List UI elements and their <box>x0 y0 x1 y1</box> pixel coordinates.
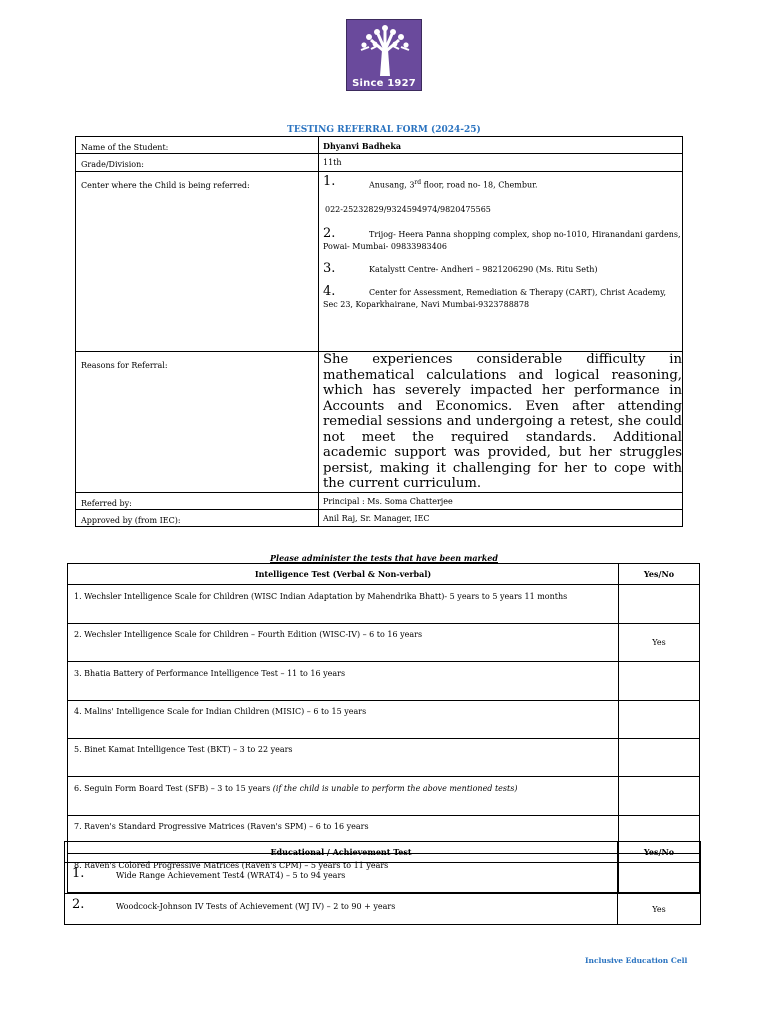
center-address: Katalystt Centre- Andheri – 9821206290 (Ms. Ritu Seth) <box>369 264 598 274</box>
test-mark-cell[interactable] <box>619 585 700 624</box>
table-row <box>68 701 700 739</box>
test-number: 1. <box>72 865 85 881</box>
logo-since-text: Since 1927 <box>352 78 416 89</box>
test-name: 8. Raven's Colored Progressive Matrices (Raven's CPM) – 5 years to 11 years <box>68 854 619 893</box>
referred-by-label: Referred by: <box>76 492 319 509</box>
student-name-label: Name of the Student: <box>76 137 319 154</box>
table-row <box>68 624 700 662</box>
center-list <box>319 172 683 352</box>
center-number: 1. <box>323 174 336 189</box>
referred-by-value: Principal : Ms. Soma Chatterjee <box>319 492 683 509</box>
intelligence-header: Intelligence Test (Verbal & Non-verbal) <box>68 564 619 585</box>
test-name: 3. Bhatia Battery of Performance Intelligence Test – 11 to 16 years <box>68 662 619 701</box>
tests-instruction-note: Please administer the tests that have been marked <box>270 553 498 563</box>
footer-org-name: Inclusive Education Cell <box>585 956 688 965</box>
center-number: 4. <box>323 283 336 299</box>
achievement-header: Educational / Achievement Test <box>65 842 618 863</box>
table-row <box>68 739 700 777</box>
test-mark-cell[interactable] <box>618 863 701 894</box>
center-item <box>323 262 682 276</box>
approved-by-label: Approved by (from IEC): <box>76 509 319 526</box>
center-address: Center for Assessment, Remediation & Therapy (CART), Christ Academy, Sec 23, Koparkhairane, Navi Mumbai-9323788878 <box>323 287 667 309</box>
test-name: 2. Wechsler Intelligence Scale for Children – Fourth Edition (WISC-IV) – 6 to 16 years <box>68 624 619 662</box>
reasons-text: She experiences considerable difficulty in mathematical calculations and logical reasoning, which has severely impacted her performance in Accounts and Economics. Even after attending remedial sessions and undergoing a retest, she could not meet the required standards. Additional academic support was provided, but her struggles persist, making it challenging for her to cope with the current curriculum. <box>319 352 683 493</box>
table-row <box>65 894 701 925</box>
approved-by-value: Anil Raj, Sr. Manager, IEC <box>319 509 683 526</box>
center-number: 2. <box>323 225 336 241</box>
center-label: Center where the Child is being referred: <box>76 172 319 352</box>
test-name: 4. Malins' Intelligence Scale for Indian Children (MISIC) – 6 to 15 years <box>68 701 619 739</box>
center-item <box>323 175 682 192</box>
center-address: Trijog- Heera Panna shopping complex, shop no-1010, Hiranandani gardens, Powai- Mumbai- 09833983406 <box>323 229 681 251</box>
center-item <box>323 285 682 311</box>
table-row <box>68 585 700 624</box>
test-name: 7. Raven's Standard Progressive Matrices (Raven's SPM) – 6 to 16 years <box>68 816 619 854</box>
test-name: 1. Wechsler Intelligence Scale for Children (WISC Indian Adaptation by Mahendrika Bhatt)- 5 years to 5 years 11 months <box>68 585 619 624</box>
test-mark-cell[interactable]: Yes <box>618 894 701 925</box>
table-row <box>65 863 701 894</box>
center-phone: 022-25232829/9324594974/9820475565 <box>325 204 491 214</box>
test-number: 2. <box>72 896 85 912</box>
form-title: TESTING REFERRAL FORM (2024-25) <box>287 125 481 135</box>
test-name: 2. Woodcock-Johnson IV Tests of Achievement (WJ IV) – 2 to 90 + years <box>65 894 618 925</box>
test-mark-cell[interactable] <box>619 701 700 739</box>
school-logo <box>346 19 422 91</box>
table-row <box>68 777 700 816</box>
tree-people-icon <box>347 20 423 78</box>
test-name: 6. Seguin Form Board Test (SFB) – 3 to 15 years (if the child is unable to perform the above mentioned tests) <box>68 777 619 816</box>
grade-value: 11th <box>319 154 683 172</box>
test-mark-cell[interactable]: Yes <box>619 624 700 662</box>
test-name: 5. Binet Kamat Intelligence Test (BKT) – 3 to 22 years <box>68 739 619 777</box>
center-address: Anusang, 3rd floor, road no- 18, Chembur. <box>369 179 538 190</box>
test-name-note: (if the child is unable to perform the above mentioned tests) <box>272 784 518 793</box>
referral-details-table <box>75 136 683 527</box>
student-name-value: Dhyanvi Badheka <box>319 137 683 154</box>
center-item <box>323 227 682 253</box>
test-mark-cell[interactable] <box>619 777 700 816</box>
test-name: 1. Wide Range Achievement Test4 (WRAT4) – 5 to 94 years <box>65 863 618 894</box>
reasons-label: Reasons for Referral: <box>76 352 319 493</box>
grade-label: Grade/Division: <box>76 154 319 172</box>
test-mark-cell[interactable] <box>619 662 700 701</box>
yes-no-header: Yes/No <box>619 564 700 585</box>
table-row <box>68 662 700 701</box>
center-number: 3. <box>323 260 336 276</box>
yes-no-header: Yes/No <box>618 842 701 863</box>
test-mark-cell[interactable] <box>619 739 700 777</box>
achievement-tests-table <box>64 841 701 925</box>
